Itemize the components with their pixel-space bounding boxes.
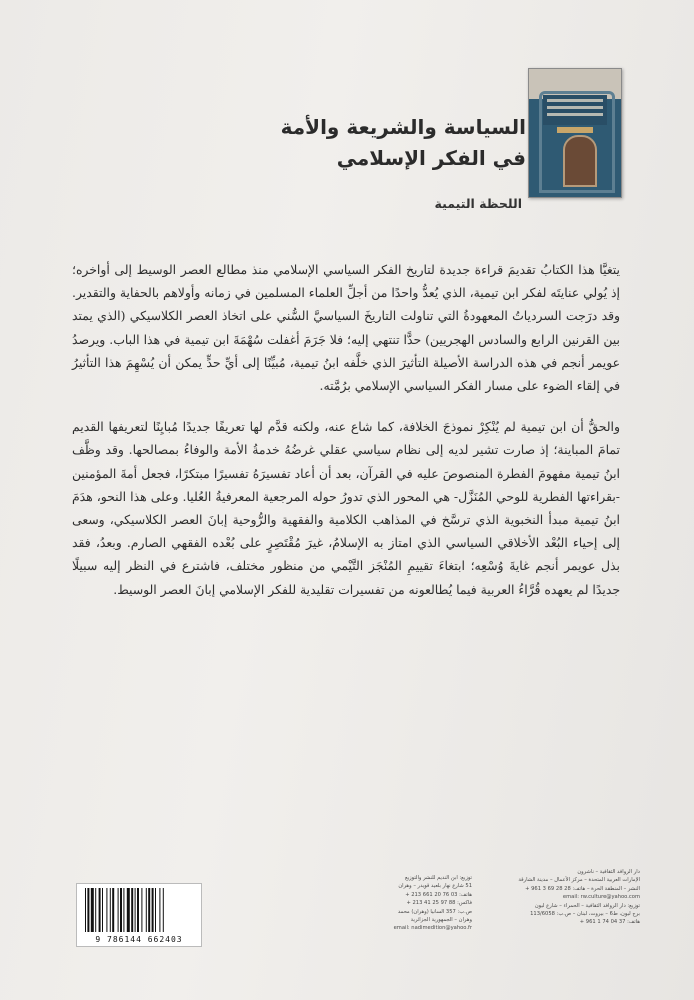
distributor-line: فاكس: 88 97 25 41 213 +	[406, 900, 472, 907]
publisher-email: email: rw.culture@yahoo.com	[562, 894, 640, 901]
blurb-paragraph-2: والحقُّ أن ابن تيمية لم يُنْكِرْ نموذجَ الخلافة، كما شاع عنه، ولكنه قدَّم لها تعريفًا جديدًا مُبايِنًا لتعريفها القديم تمامَ المباينة؛ إذ صارت تشير لديه إلى نظام سياسي عقلي غرضُهُ خدمةُ الأمة والوفاءُ بمصالحها. وقد وظَّف ابنُ تيمية مفهومَ الفطرة المنصوصَ عليه في القرآن، بعد أن أعاد تفسيرَهُ تفسيرًا مبتكرًا، فجعل أمةَ المؤمنين -بقراءتها الفطرية للوحي المُنَزَّل- هي المحور الذي تدورُ حوله المرجعية المعرفيةُ العُليا. وعلى هذا النحو، هدَمَ ابنُ تيمية مبدأ النخبوية الذي ترسَّخ في المذاهب الكلامية والفقهية والرُّوحية إبانَ العصر الكلاسيكي، وسعى إلى إحياء البُعْد الأخلاقي السياسي الذي امتاز به الإسلامُ، غيرَ مُقْتَصِرٍ على بُعْده الفقهي الصارم. وبعدُ، فقد بذل عويمر أنجم غايةَ وُسْعِه؛ ابتغاءَ تقييمِ المُنْجَز التَّيْمي من منظور مختلف، فاشترع في النظر إليه سبيلًا جديدًا لم يعهده قُرَّاءُ العربية فيما يُطالعونه من تفسيرات تقليدية للفكر الإسلامي إبانَ العصر الوسيط.	[72, 419, 620, 597]
distributor-line: توزيع: ابن النديم للنشر والتوزيع	[404, 875, 472, 881]
book-cover-thumbnail	[528, 68, 622, 198]
distributor-line: 51 شارع نهار بلعيد قويدر – وهران	[398, 883, 472, 890]
publisher-line: النشر – المنطقة الحرة – هاتف: 28 28 69 3 961 +	[525, 885, 640, 892]
distributor-line: وهران – الجمهورية الجزائرية	[410, 917, 472, 924]
distributor-line: هاتف: 03 76 20 661 213 +	[405, 891, 472, 898]
book-subtitle: اللحظة التيمية	[434, 196, 522, 211]
distributor-line: ص.ب: 357 السانيا (وهران) محمد	[397, 908, 472, 915]
publisher-line: الإمارات العربية المتحدة – مركز الأعمال – مدينة الشارقة	[518, 877, 640, 884]
publisher-info	[518, 868, 640, 927]
publisher-line: توزيع: دار الروافد الثقافية – الحمراء – شارع ليون	[534, 902, 640, 909]
distributor-email: email: nadimedition@yahoo.fr	[393, 925, 472, 932]
isbn-barcode	[76, 883, 202, 947]
publisher-line: دار الروافد الثقافية – ناشرون	[577, 869, 640, 875]
publisher-line: هاتف: 37 04 74 1 961 +	[579, 919, 640, 926]
publisher-line: برج ليون، ط6 – بيروت، لبنان – ص.ب: 113/6058	[530, 911, 640, 918]
title-line-1: السياسة والشريعة والأمة	[280, 115, 526, 139]
title-line-2: في الفكر الإسلامي	[336, 146, 526, 170]
isbn-number: 9 786144 662403	[95, 935, 183, 944]
distributor-info	[372, 874, 472, 933]
blurb-paragraph-1: يتغيَّا هذا الكتابُ تقديمَ قراءة جديدة لتاريخ الفكر السياسي الإسلامي منذ مطالع العصر الوسيط إلى أواخره؛ إذ يُولي عنايتَه لفكر ابن تيمية، الذي يُعدُّ واحدًا من أجلِّ العلماء المسلمين في زمانه وأولاهم بالحفاية والتقدير. وقد درَجت السردياتُ المعهودةُ التي تناولت التاريخَ السياسيَّ السُّني على اتخاذ العصر الكلاسيكي (الذي يمتد بين القرنين الرابع والسادس الهجريين) حدًّا تنتهي إليه؛ فلا جَرَمَ أغفلت سُهْمَةَ ابن تيمية في هذا الباب. ويرصدُ عويمر أنجم في هذه الدراسة الأصيلة التأثيرَ الذي خلَّفه ابنُ تيمية، مُبيِّنًا إلى أيِّ حدٍّ يمكن أن يُسْهِمَ هذا التأثيرُ في إلقاء الضوء على مسار الفكر السياسي الإسلامي برُمَّته.	[72, 262, 620, 394]
book-title	[166, 112, 526, 174]
barcode-bars	[83, 888, 195, 932]
blurb-text	[72, 258, 620, 619]
